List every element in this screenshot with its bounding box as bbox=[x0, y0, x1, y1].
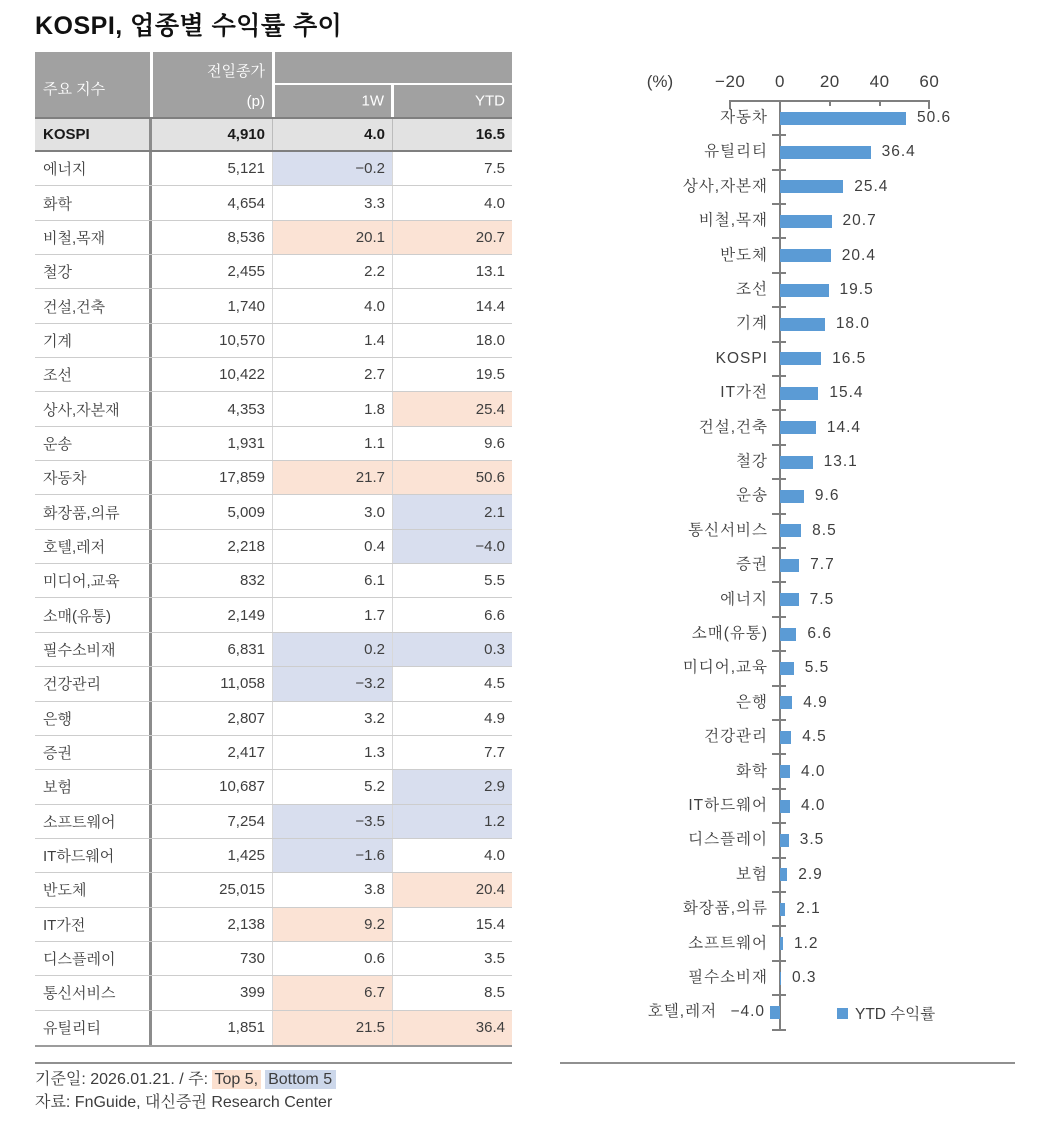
sector-name: 자동차 bbox=[35, 461, 152, 494]
value-label: 20.7 bbox=[842, 212, 877, 230]
category-label: 소프트웨어 bbox=[688, 934, 768, 952]
table-row bbox=[35, 633, 512, 667]
category-label: 에너지 bbox=[720, 590, 768, 608]
close-value: 25,015 bbox=[152, 873, 273, 906]
close-value: 10,422 bbox=[152, 358, 273, 391]
category-tick bbox=[772, 960, 786, 962]
bar bbox=[780, 628, 796, 641]
close-value: 17,859 bbox=[152, 461, 273, 494]
ytd-value: 15.4 bbox=[475, 915, 505, 933]
bar bbox=[780, 215, 832, 228]
legend-label: YTD 수익률 bbox=[855, 1006, 936, 1024]
table-body bbox=[35, 117, 512, 1047]
close-value: 10,687 bbox=[152, 770, 273, 803]
value-label: 20.4 bbox=[841, 246, 876, 264]
1w-value: −3.5 bbox=[273, 805, 393, 838]
ytd-value: 18.0 bbox=[475, 331, 505, 349]
ytd-value: 4.9 bbox=[484, 709, 505, 727]
sector-name: 소매(유통) bbox=[35, 598, 152, 631]
value-label: 7.7 bbox=[810, 556, 835, 574]
sector-name: 조선 bbox=[35, 358, 152, 391]
value-label: 25.4 bbox=[854, 177, 889, 195]
sector-name: 증권 bbox=[35, 736, 152, 769]
ytd-value: 4.0 bbox=[484, 847, 505, 865]
value-label: 6.6 bbox=[807, 625, 832, 642]
sector-returns-table bbox=[35, 52, 512, 1047]
sector-name: 미디어,교육 bbox=[35, 564, 152, 597]
category-tick bbox=[772, 272, 786, 274]
table-row bbox=[35, 530, 512, 564]
header-index-column: 주요 지수 bbox=[35, 52, 150, 117]
sector-name: 비철,목재 bbox=[35, 221, 152, 254]
bar bbox=[780, 937, 783, 950]
sector-name: 화학 bbox=[35, 186, 152, 219]
sector-name: 기계 bbox=[35, 324, 152, 357]
close-value: 4,910 bbox=[152, 119, 273, 150]
bar bbox=[780, 765, 790, 778]
x-axis-tick bbox=[829, 100, 831, 106]
table-row bbox=[35, 495, 512, 529]
page-title: KOSPI, 업종별 수익률 추이 bbox=[35, 12, 343, 40]
value-label: 4.9 bbox=[803, 693, 828, 711]
close-value: 11,058 bbox=[152, 667, 273, 700]
sector-name: 소프트웨어 bbox=[35, 805, 152, 838]
sector-name: KOSPI bbox=[35, 119, 152, 150]
close-value: 832 bbox=[152, 564, 273, 597]
ytd-value: 0.3 bbox=[393, 633, 512, 666]
1w-value: 1.1 bbox=[273, 427, 393, 460]
category-label: IT가전 bbox=[720, 384, 768, 402]
close-value: 2,455 bbox=[152, 255, 273, 288]
close-value: 2,149 bbox=[152, 598, 273, 631]
bar bbox=[780, 559, 799, 572]
1w-value: 9.2 bbox=[273, 908, 393, 941]
close-value: 1,851 bbox=[152, 1011, 273, 1045]
chart-legend bbox=[837, 1002, 935, 1024]
close-value: 1,740 bbox=[152, 289, 273, 322]
value-label: 2.1 bbox=[796, 900, 821, 918]
table-header bbox=[35, 52, 512, 117]
category-tick bbox=[772, 685, 786, 687]
category-tick bbox=[772, 994, 786, 996]
table-row bbox=[35, 564, 512, 598]
legend-swatch bbox=[837, 1008, 848, 1019]
close-value: 4,353 bbox=[152, 392, 273, 425]
sector-name: 필수소비재 bbox=[35, 633, 152, 666]
1w-value: 4.0 bbox=[273, 119, 393, 150]
category-label: 유틸리티 bbox=[704, 143, 768, 161]
category-tick bbox=[772, 478, 786, 480]
bar bbox=[780, 318, 825, 331]
category-label: 증권 bbox=[736, 556, 768, 574]
bar bbox=[780, 387, 818, 400]
footer-divider-right bbox=[560, 1062, 1015, 1064]
value-label: 7.5 bbox=[809, 590, 835, 608]
category-tick bbox=[772, 1029, 786, 1031]
value-label: 16.5 bbox=[832, 349, 867, 367]
sector-name: 운송 bbox=[35, 427, 152, 460]
category-tick bbox=[772, 650, 786, 652]
1w-value: 1.8 bbox=[273, 392, 393, 425]
category-tick bbox=[772, 375, 786, 377]
category-label: 철강 bbox=[736, 453, 768, 470]
table-row bbox=[35, 461, 512, 495]
1w-value: −0.2 bbox=[273, 152, 393, 185]
ytd-value: 4.0 bbox=[484, 194, 505, 212]
close-value: 6,831 bbox=[152, 633, 273, 666]
value-label: −4.0 bbox=[730, 1003, 766, 1021]
ytd-value: 50.6 bbox=[393, 461, 512, 494]
table-row bbox=[35, 255, 512, 289]
1w-value: −3.2 bbox=[273, 667, 393, 700]
value-label: 4.0 bbox=[800, 762, 826, 780]
1w-value: 3.8 bbox=[273, 873, 393, 906]
ytd-value: 3.5 bbox=[484, 950, 505, 968]
close-value: 10,570 bbox=[152, 324, 273, 357]
table-row bbox=[35, 358, 512, 392]
category-tick bbox=[772, 169, 786, 171]
category-tick bbox=[772, 341, 786, 343]
ytd-value: 4.5 bbox=[484, 675, 505, 693]
x-axis-tick-label: 40 bbox=[869, 72, 890, 91]
ytd-value: 2.9 bbox=[393, 770, 512, 803]
table-row bbox=[35, 667, 512, 701]
header-returns-span bbox=[275, 52, 512, 83]
x-axis-tick-label: 0 bbox=[775, 72, 785, 91]
value-label: 0.3 bbox=[792, 969, 817, 986]
sector-name: 화장품,의류 bbox=[35, 495, 152, 528]
header-1w-column: 1W bbox=[275, 85, 391, 117]
category-tick bbox=[772, 513, 786, 515]
table-row bbox=[35, 186, 512, 220]
category-label: 필수소비재 bbox=[688, 969, 768, 986]
sector-name: 호텔,레저 bbox=[35, 530, 152, 563]
bar bbox=[780, 593, 799, 606]
category-label: 운송 bbox=[736, 487, 768, 505]
1w-value: 6.1 bbox=[273, 564, 393, 597]
category-tick bbox=[772, 306, 786, 308]
bar bbox=[780, 490, 804, 503]
category-label: 통신서비스 bbox=[688, 521, 768, 539]
table-row bbox=[35, 702, 512, 736]
bar bbox=[770, 1006, 780, 1019]
1w-value: 6.7 bbox=[273, 976, 393, 1009]
category-label: 비철,목재 bbox=[698, 212, 768, 230]
x-axis-tick-label: −20 bbox=[715, 72, 746, 91]
ytd-value: 8.5 bbox=[484, 984, 505, 1002]
table-row bbox=[35, 736, 512, 770]
table-row bbox=[35, 392, 512, 426]
sector-name: 상사,자본재 bbox=[35, 392, 152, 425]
close-value: 2,218 bbox=[152, 530, 273, 563]
table-row bbox=[35, 427, 512, 461]
x-axis-tick-label: 20 bbox=[819, 72, 840, 91]
close-value: 5,009 bbox=[152, 495, 273, 528]
close-value: 1,931 bbox=[152, 427, 273, 460]
footnote-prefix: 기준일: 2026.01.21. / 주: bbox=[35, 1071, 213, 1088]
close-value: 5,121 bbox=[152, 152, 273, 185]
category-tick bbox=[772, 788, 786, 790]
sector-name: 건강관리 bbox=[35, 667, 152, 700]
sector-name: 건설,건축 bbox=[35, 289, 152, 322]
sector-name: 철강 bbox=[35, 255, 152, 288]
1w-value: 3.2 bbox=[273, 702, 393, 735]
1w-value: 5.2 bbox=[273, 770, 393, 803]
ytd-value: 25.4 bbox=[393, 392, 512, 425]
value-label: 13.1 bbox=[823, 453, 858, 470]
category-tick bbox=[772, 134, 786, 136]
bar bbox=[780, 456, 813, 469]
value-label: 19.5 bbox=[839, 281, 874, 298]
1w-value: 2.2 bbox=[273, 255, 393, 288]
category-tick bbox=[772, 409, 786, 411]
bar bbox=[780, 903, 785, 916]
category-label: 호텔,레저 bbox=[647, 1003, 718, 1021]
1w-value: 0.4 bbox=[273, 530, 393, 563]
footnote bbox=[35, 1068, 336, 1114]
sector-name: 에너지 bbox=[35, 152, 152, 185]
category-label: 반도체 bbox=[720, 246, 768, 264]
1w-value: 21.5 bbox=[273, 1011, 393, 1045]
bar bbox=[780, 834, 789, 847]
table-row bbox=[35, 324, 512, 358]
table-row bbox=[35, 942, 512, 976]
close-value: 8,536 bbox=[152, 221, 273, 254]
category-label: 상사,자본재 bbox=[682, 177, 768, 195]
sector-name: 통신서비스 bbox=[35, 976, 152, 1009]
sector-name: IT하드웨어 bbox=[35, 839, 152, 872]
close-value: 7,254 bbox=[152, 805, 273, 838]
bar bbox=[780, 180, 843, 193]
ytd-value: 7.7 bbox=[484, 744, 505, 762]
ytd-value: 14.4 bbox=[475, 297, 505, 315]
footnote-line2: 자료: FnGuide, 대신증권 Research Center bbox=[35, 1094, 333, 1111]
value-label: 4.0 bbox=[800, 797, 826, 814]
ytd-value: 2.1 bbox=[393, 495, 512, 528]
table-row bbox=[35, 770, 512, 804]
value-label: 18.0 bbox=[835, 315, 870, 333]
category-label: 화장품,의류 bbox=[682, 900, 768, 918]
1w-value: 3.3 bbox=[273, 186, 393, 219]
ytd-value: 5.5 bbox=[484, 572, 505, 590]
ytd-value: 16.5 bbox=[475, 126, 505, 143]
x-axis-tick bbox=[879, 100, 881, 106]
close-value: 1,425 bbox=[152, 839, 273, 872]
1w-value: 0.6 bbox=[273, 942, 393, 975]
category-tick bbox=[772, 581, 786, 583]
value-label: 8.5 bbox=[812, 521, 837, 539]
category-tick bbox=[772, 719, 786, 721]
table-row bbox=[35, 1011, 512, 1045]
table-row bbox=[35, 976, 512, 1010]
1w-value: 4.0 bbox=[273, 289, 393, 322]
1w-value: 1.7 bbox=[273, 598, 393, 631]
axis-unit-label: (%) bbox=[646, 72, 674, 91]
1w-value: 21.7 bbox=[273, 461, 393, 494]
close-value: 2,138 bbox=[152, 908, 273, 941]
ytd-value: 13.1 bbox=[475, 263, 505, 281]
bar bbox=[780, 146, 871, 159]
category-label: 은행 bbox=[736, 693, 768, 711]
close-value: 2,417 bbox=[152, 736, 273, 769]
header-close-column: 전일종가 (p) bbox=[153, 52, 272, 117]
ytd-value: 20.7 bbox=[393, 221, 512, 254]
category-tick bbox=[772, 444, 786, 446]
1w-value: 2.7 bbox=[273, 358, 393, 391]
bar bbox=[780, 731, 791, 744]
ytd-value: 36.4 bbox=[393, 1011, 512, 1045]
bar bbox=[780, 524, 801, 537]
category-label: 소매(유통) bbox=[691, 625, 768, 642]
top5-highlight: Top 5, bbox=[212, 1070, 261, 1089]
close-value: 399 bbox=[152, 976, 273, 1009]
table-row bbox=[35, 598, 512, 632]
close-value: 730 bbox=[152, 942, 273, 975]
value-label: 14.4 bbox=[826, 418, 862, 436]
category-label: IT하드웨어 bbox=[688, 797, 768, 814]
bar bbox=[780, 284, 829, 297]
ytd-value: 1.2 bbox=[393, 805, 512, 838]
category-label: 건강관리 bbox=[704, 728, 768, 746]
category-tick bbox=[772, 616, 786, 618]
category-tick bbox=[772, 237, 786, 239]
table-row bbox=[35, 221, 512, 255]
category-label: KOSPI bbox=[715, 349, 768, 367]
table-row bbox=[35, 873, 512, 907]
sector-name: 은행 bbox=[35, 702, 152, 735]
table-row bbox=[35, 839, 512, 873]
sector-name: 유틸리티 bbox=[35, 1011, 152, 1045]
ytd-value: 19.5 bbox=[475, 366, 505, 384]
sector-name: 반도체 bbox=[35, 873, 152, 906]
sector-name: IT가전 bbox=[35, 908, 152, 941]
bar bbox=[780, 696, 792, 709]
table-row bbox=[35, 805, 512, 839]
value-label: 36.4 bbox=[881, 143, 916, 161]
bar bbox=[780, 112, 906, 125]
close-value: 4,654 bbox=[152, 186, 273, 219]
1w-value: 0.2 bbox=[273, 633, 393, 666]
table-row bbox=[35, 289, 512, 323]
1w-value: 3.0 bbox=[273, 495, 393, 528]
category-label: 기계 bbox=[736, 315, 768, 333]
bar bbox=[780, 800, 790, 813]
value-label: 4.5 bbox=[802, 728, 827, 746]
category-label: 건설,건축 bbox=[698, 418, 768, 436]
category-label: 조선 bbox=[736, 281, 768, 298]
ytd-return-bar-chart bbox=[560, 55, 1030, 1040]
ytd-value: −4.0 bbox=[393, 530, 512, 563]
value-label: 2.9 bbox=[798, 865, 823, 883]
value-label: 15.4 bbox=[829, 384, 864, 402]
bar bbox=[780, 249, 831, 262]
category-tick bbox=[772, 753, 786, 755]
table-row bbox=[35, 152, 512, 186]
1w-value: 1.3 bbox=[273, 736, 393, 769]
category-label: 자동차 bbox=[720, 109, 768, 126]
x-axis-tick-label: 60 bbox=[919, 72, 940, 91]
ytd-value: 9.6 bbox=[484, 434, 505, 452]
header-ytd-column: YTD bbox=[394, 85, 512, 117]
category-label: 미디어,교육 bbox=[682, 659, 768, 677]
category-tick bbox=[772, 891, 786, 893]
ytd-value: 6.6 bbox=[484, 606, 505, 624]
bar bbox=[780, 352, 821, 365]
category-label: 보험 bbox=[736, 865, 768, 883]
bar bbox=[780, 421, 816, 434]
1w-value: 20.1 bbox=[273, 221, 393, 254]
category-tick bbox=[772, 203, 786, 205]
category-label: 디스플레이 bbox=[688, 831, 768, 849]
bar bbox=[780, 868, 787, 881]
sector-name: 보험 bbox=[35, 770, 152, 803]
1w-value: 1.4 bbox=[273, 324, 393, 357]
table-row bbox=[35, 908, 512, 942]
ytd-value: 7.5 bbox=[484, 160, 505, 178]
close-value: 2,807 bbox=[152, 702, 273, 735]
ytd-value: 20.4 bbox=[393, 873, 512, 906]
category-tick bbox=[772, 925, 786, 927]
footnote-line1 bbox=[35, 1068, 336, 1091]
category-tick bbox=[772, 857, 786, 859]
footer-divider-left bbox=[35, 1062, 512, 1064]
table-row-kospi bbox=[35, 117, 512, 152]
bar bbox=[780, 662, 794, 675]
bottom5-highlight: Bottom 5 bbox=[265, 1070, 336, 1089]
value-label: 1.2 bbox=[793, 934, 819, 952]
category-tick bbox=[772, 547, 786, 549]
category-label: 화학 bbox=[736, 762, 768, 780]
sector-name: 디스플레이 bbox=[35, 942, 152, 975]
value-label: 3.5 bbox=[799, 831, 825, 849]
bar bbox=[780, 972, 781, 985]
category-tick bbox=[772, 822, 786, 824]
value-label: 9.6 bbox=[814, 487, 840, 505]
1w-value: −1.6 bbox=[273, 839, 393, 872]
value-label: 5.5 bbox=[804, 659, 830, 677]
value-label: 50.6 bbox=[916, 109, 952, 126]
